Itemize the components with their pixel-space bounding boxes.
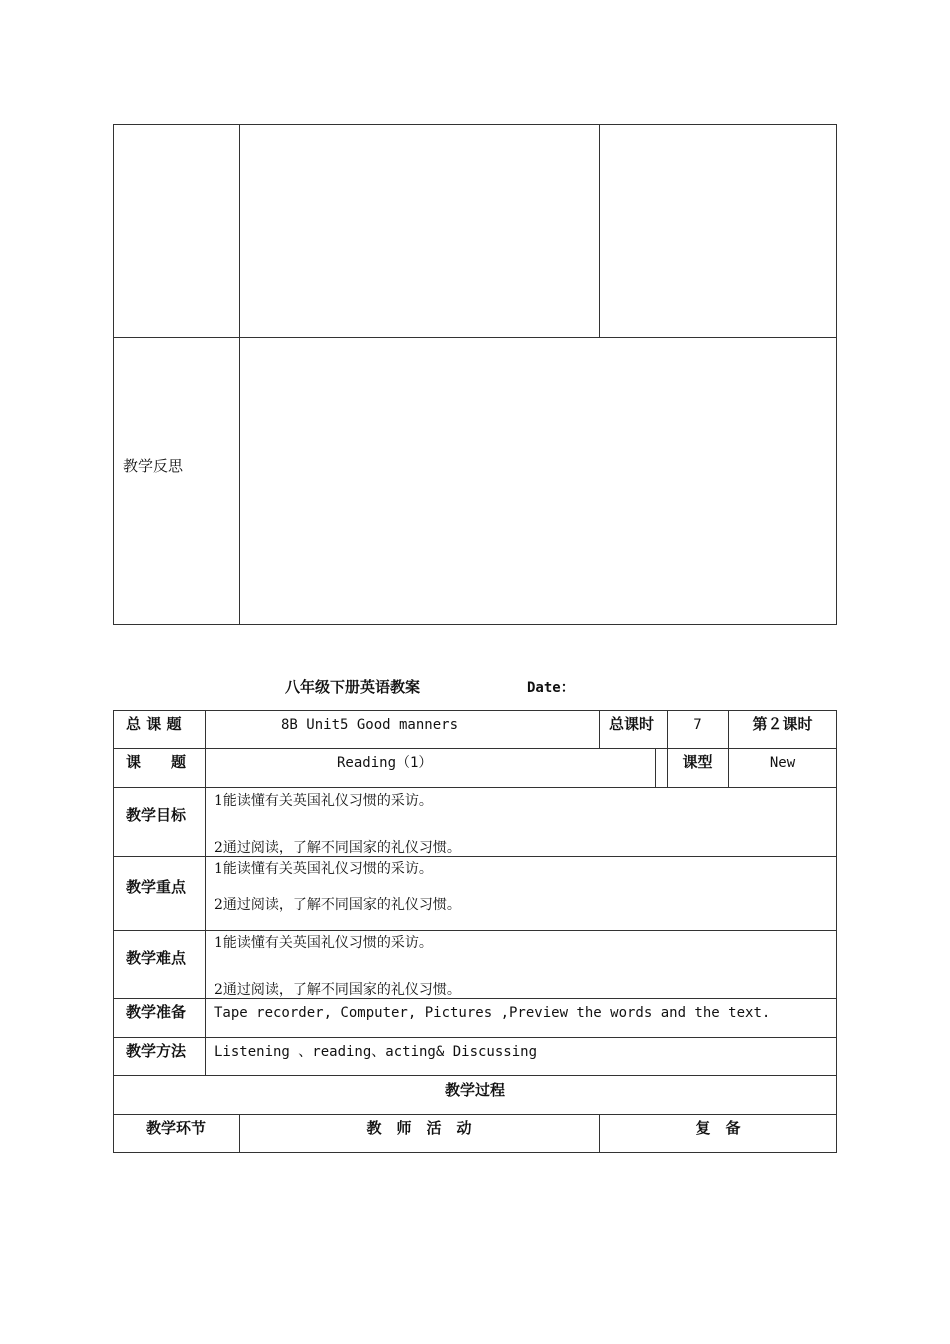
topic-label: 总 课 题: [126, 715, 182, 733]
process-heading: 教学过程: [444, 1081, 505, 1099]
objective-line-2: 2通过阅读，了解不同国家的礼仪习惯。: [214, 840, 461, 856]
objectives-label: 教学目标: [126, 806, 187, 824]
key-point-line-2: 2通过阅读，了解不同国家的礼仪习惯。: [214, 897, 461, 913]
preparation-value: Tape recorder, Computer, Pictures ,Preview the words and the text.: [214, 1005, 771, 1021]
objective-line-1: 1能读懂有关英国礼仪习惯的采访。: [214, 793, 433, 809]
difficulties-label: 教学难点: [126, 949, 187, 967]
reflection-label: 教学反思: [123, 457, 184, 475]
lesson-number: 第２课时: [752, 715, 813, 733]
preparation-label: 教学准备: [126, 1003, 187, 1021]
lesson-label: 课 题: [126, 753, 187, 771]
review-column-header: 复 备: [695, 1119, 741, 1137]
lesson-value: Reading（1）: [337, 755, 433, 771]
total-hours-value: 7: [693, 717, 702, 733]
type-label: 课型: [682, 753, 713, 771]
type-value: New: [769, 755, 796, 771]
topic-value: 8B Unit5 Good manners: [281, 717, 459, 733]
key-point-line-1: 1能读懂有关英国礼仪习惯的采访。: [214, 861, 433, 877]
plan-title: 八年级下册英语教案: [285, 678, 421, 696]
difficulty-line-1: 1能读懂有关英国礼仪习惯的采访。: [214, 935, 433, 951]
total-hours-label: 总课时: [609, 715, 655, 733]
method-value: Listening 、reading、acting& Discussing: [214, 1044, 538, 1060]
stage-column-header: 教学环节: [145, 1119, 206, 1137]
teacher-activity-column-header: 教 师 活 动: [366, 1119, 472, 1137]
key-points-label: 教学重点: [126, 878, 187, 896]
difficulty-line-2: 2通过阅读，了解不同国家的礼仪习惯。: [214, 982, 461, 998]
method-label: 教学方法: [126, 1042, 187, 1060]
date-label: Date：: [527, 680, 575, 696]
